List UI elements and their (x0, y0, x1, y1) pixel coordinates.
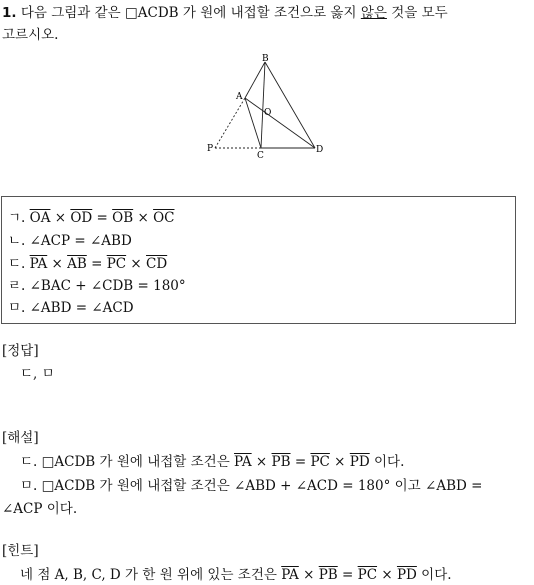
text-part: $\overline{PC}$ (310, 454, 330, 470)
question-text: 다음 그림과 같은 □ACDB 가 원에 내접할 조건으로 옳지 (20, 5, 361, 21)
text-part: $\overline{PA}$ (234, 454, 252, 470)
text-part: × (251, 454, 272, 470)
choice-part: × (133, 210, 154, 226)
choice-part: $\overline{OD}$ (70, 210, 93, 226)
choice-part: $\overline{OB}$ (112, 210, 134, 226)
explanation-line-2: ㅁ. □ACDB 가 원에 내접할 조건은 ∠ABD + ∠ACD = 180° 이고 ∠ABD = (20, 478, 483, 494)
choice-part: $\overline{AB}$ (67, 256, 87, 272)
choice-part: $\overline{OA}$ (29, 210, 51, 226)
text-part: $\overline{PB}$ (271, 454, 291, 470)
choice-marker: ㅁ. (8, 300, 30, 316)
explanation-line-3: ∠ACP 이다. (2, 501, 78, 517)
hint-line (20, 565, 452, 585)
choice-2 (8, 231, 132, 251)
choice-part: ∠ACP = ∠ABD (29, 233, 132, 249)
question-line-1 (2, 2, 532, 24)
explanation-heading: [해설] (2, 430, 39, 446)
text-part: $\overline{PA}$ (281, 567, 299, 583)
segment-AC (245, 98, 261, 148)
choice-part: ∠ABD = ∠ACD (29, 300, 134, 316)
question-text-end: 것을 모두 (386, 5, 448, 21)
text-part: × (377, 567, 397, 583)
choice-marker: ㄹ. (8, 278, 30, 294)
choice-part: ∠BAC + ∠CDB = 180° (29, 278, 186, 294)
segment-BC (261, 62, 265, 148)
label-A: A (236, 92, 243, 102)
question-line-2: 고르시오. (2, 27, 59, 43)
text-part: × (329, 454, 350, 470)
choice-5 (8, 298, 134, 318)
choice-3 (8, 254, 167, 274)
hint-heading: [힌트] (2, 543, 39, 559)
choice-part: $\overline{OC}$ (153, 210, 175, 226)
choice-marker: ㄷ. (8, 256, 30, 272)
choice-part: $\overline{PC}$ (106, 256, 127, 272)
segment-BA (245, 62, 265, 98)
choice-1 (8, 208, 174, 228)
text-part: 이다. (369, 454, 405, 470)
explanation-line-1 (20, 452, 404, 472)
choice-part: $\overline{CD}$ (146, 256, 168, 272)
segment-BD (265, 62, 315, 148)
choice-marker: ㄱ. (8, 210, 30, 226)
underlined-word: 않은 (360, 5, 387, 21)
dashed-PA (215, 98, 245, 148)
label-O: O (264, 108, 272, 118)
answer-value: ㄷ, ㅁ (20, 366, 55, 382)
text-part: × (298, 567, 319, 583)
text-part: $\overline{PD}$ (396, 567, 417, 583)
text-part: 이다. (416, 567, 452, 583)
choice-part: × (126, 256, 147, 272)
choice-part: = (92, 210, 113, 226)
choice-part: × (50, 210, 71, 226)
answer-heading: [정답] (2, 343, 39, 359)
question (2, 2, 532, 46)
text-part: $\overline{PB}$ (318, 567, 338, 583)
text-part: 네 점 A, B, C, D 가 한 원 위에 있는 조건은 (20, 567, 282, 583)
choice-part: × (47, 256, 68, 272)
geometry-figure (205, 54, 330, 162)
text-part: = (337, 567, 358, 583)
choice-part: $\overline{PA}$ (29, 256, 48, 272)
choices-box (1, 196, 516, 324)
label-B: B (262, 54, 269, 64)
text-part: = (290, 454, 311, 470)
choice-part: = (86, 256, 107, 272)
label-C: C (257, 151, 264, 161)
choice-marker: ㄴ. (8, 233, 30, 249)
label-D: D (316, 145, 324, 155)
text-part: $\overline{PD}$ (349, 454, 370, 470)
choice-4 (8, 276, 186, 296)
text-part: $\overline{PC}$ (357, 567, 378, 583)
label-P: P (207, 144, 214, 154)
text-part: ㄷ. □ACDB 가 원에 내접할 조건은 (20, 454, 235, 470)
segment-AD (245, 98, 315, 148)
question-number: 1. (2, 5, 17, 21)
